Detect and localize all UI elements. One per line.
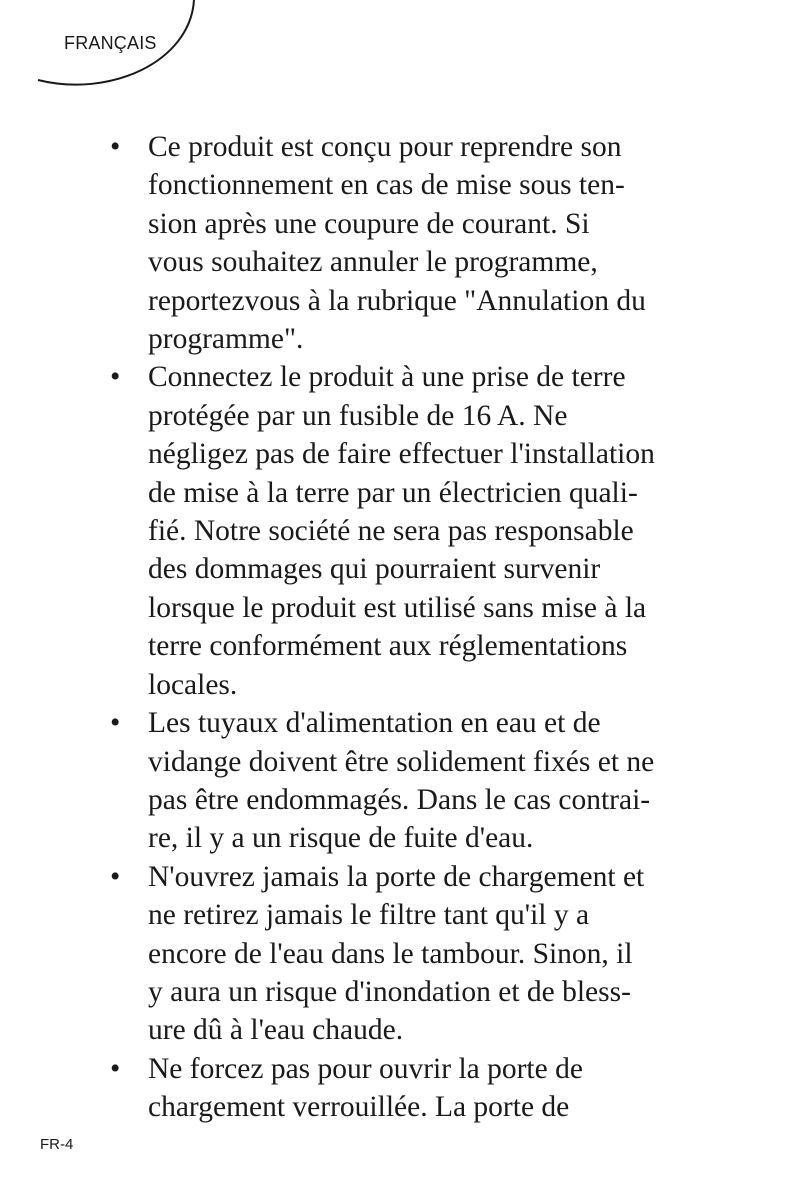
text-line: de mise à la terre par un électricien quali- — [148, 476, 638, 509]
text-line: programme". — [148, 323, 304, 356]
list-item — [106, 858, 706, 1050]
page-number: FR-4 — [40, 1136, 74, 1153]
text-line: protégée par un fusible de 16 A. Ne — [148, 399, 568, 432]
language-label: FRANÇAIS — [64, 33, 157, 53]
header-corner-arc — [0, 0, 220, 110]
text-line: pas être endommagés. Dans le cas contrai- — [148, 783, 651, 816]
text-line: reportezvous à la rubrique "Annulation du — [148, 284, 646, 317]
bullet-icon: • — [110, 707, 121, 740]
list-item — [106, 1050, 706, 1127]
text-line: vous souhaitez annuler le programme, — [148, 246, 598, 279]
text-line: encore de l'eau dans le tambour. Sinon, il — [148, 937, 633, 970]
text-line: ure dû à l'eau chaude. — [148, 1014, 404, 1047]
text-line: Ne forcez pas pour ouvrir la porte de — [148, 1052, 583, 1085]
list-item — [106, 704, 706, 858]
text-line: négligez pas de faire effectuer l'installation — [148, 438, 655, 471]
text-line: vidange doivent être solidement fixés et ne — [148, 745, 655, 778]
list-item — [106, 128, 706, 358]
text-line: ne retirez jamais le filtre tant qu'il y a — [148, 899, 590, 932]
text-line: lorsque le produit est utilisé sans mise à la — [148, 591, 647, 624]
text-line: locales. — [148, 668, 238, 701]
text-line: fié. Notre société ne sera pas responsable — [148, 515, 634, 548]
text-line: N'ouvrez jamais la porte de chargement et — [148, 860, 645, 893]
bullet-icon: • — [110, 131, 121, 163]
bullet-icon: • — [110, 860, 121, 893]
text-line: Connectez le produit à une prise de terre — [148, 361, 626, 394]
text-line: terre conformément aux réglementations — [148, 630, 628, 663]
text-line: y aura un risque d'inondation et de bless- — [148, 975, 631, 1008]
text-line: sion après une coupure de courant. Si — [148, 207, 590, 240]
text-line: des dommages qui pourraient survenir — [148, 553, 601, 586]
text-line: Ce produit est conçu pour reprendre son — [148, 131, 622, 163]
safety-instructions-list — [106, 128, 706, 1127]
list-item — [106, 358, 706, 704]
text-line: Les tuyaux d'alimentation en eau et de — [148, 707, 601, 740]
bullet-icon: • — [110, 361, 121, 394]
text-line: chargement verrouillée. La porte de — [148, 1091, 570, 1124]
text-line: fonctionnement en cas de mise sous ten- — [148, 169, 625, 202]
text-line: re, il y a un risque de fuite d'eau. — [148, 822, 534, 855]
bullet-icon: • — [110, 1052, 121, 1085]
